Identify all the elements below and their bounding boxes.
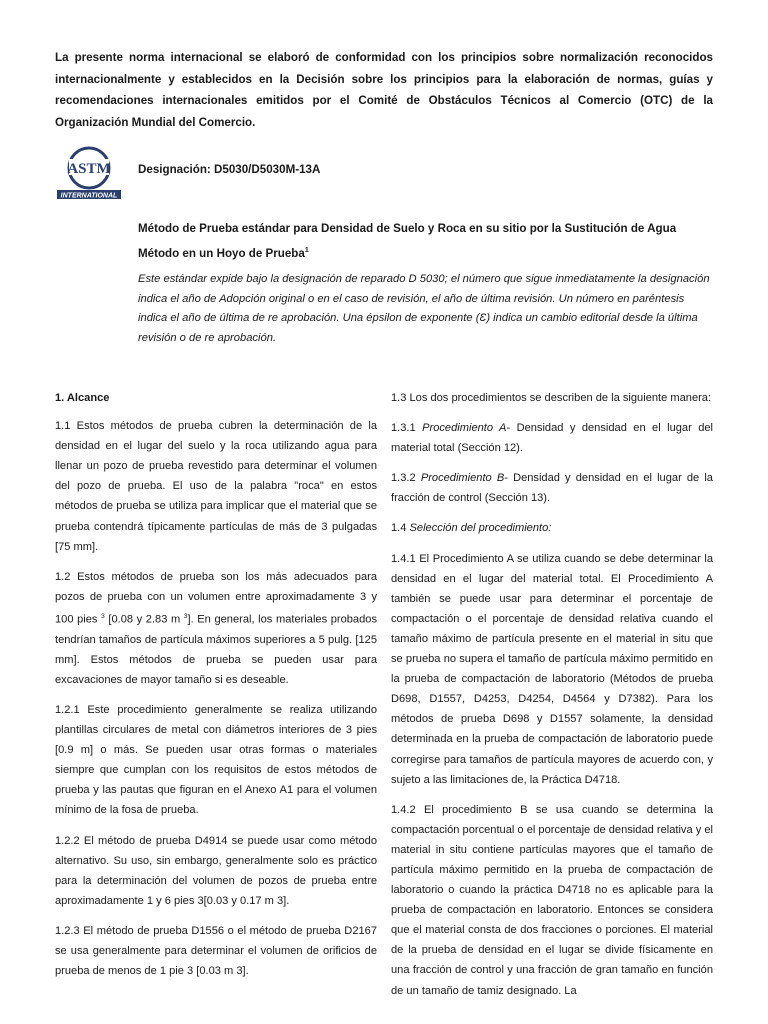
p1-2-part-a: 1.2 Estos métodos de prueba son los más adecuados para pozos de prueba con un volumen entre aproximadamente 3 y 100 pies (55, 570, 377, 626)
paragraph-1-3-1 (391, 418, 713, 458)
p1-3-1-name: Procedimiento A (422, 422, 507, 435)
left-column (55, 388, 377, 991)
logo-text: INTERNATIONAL (60, 192, 118, 200)
p1-3-2-text: - Densidad y densidad en el lugar de la fracción de control (Sección 13). (391, 472, 713, 505)
p1-3-2-name: Procedimiento B (420, 472, 505, 485)
p1-4-number: 1.4 (391, 522, 407, 535)
p1-2-sup-2: 3 (183, 612, 188, 620)
astm-logo-icon (55, 146, 123, 200)
p1-2-sup-1: 3 (101, 612, 105, 620)
svg-text:ASTM: ASTM (67, 161, 111, 177)
paragraph-1-3-2 (391, 468, 713, 508)
paragraph-1-2 (55, 567, 377, 690)
p1-3-1-number: 1.3.1 (391, 422, 416, 435)
paragraph-1-3: 1.3 Los dos procedimientos se describen de la siguiente manera: (391, 392, 712, 404)
p1-3-1-text: - Densidad y densidad en el lugar del material total (Sección 12). (391, 422, 714, 455)
paragraph-1-2-2: 1.2.2 El método de prueba D4914 se puede usar como método alternativo. Su uso, sin embargo, generalmente solo es práctico para la determinación del volumen de pozos de prueba entre aproximadamente 1 y 6 pies 3[0.03 y 0.17 m 3]. (55, 834, 377, 907)
document-title (138, 218, 714, 264)
paragraph-1-1: 1.1 Estos métodos de prueba cubren la determinación de la densidad en el lugar del suelo y la roca utilizando agua para llenar un pozo de prueba revestido para determinar el volumen del pozo de prueba. El uso de la palabra "roca" en estos métodos de prueba se utiliza para implicar que el material que se prueba contendrá típicamente partículas de más de 3 pulgadas [75 mm]. (55, 420, 377, 553)
paragraph-1-4-2: 1.4.2 El procedimiento B se usa cuando se determina la compactación porcentual o el porcentaje de densidad relativa y el material in situ contiene partículas mayores que el tamaño de partícula máximo permitido en la prueba de compactación de laboratorio o cuando la práctica D4718 no es aplicable para la prueba de compactación en laboratorio. Entonces se considera que el material consta de dos fracciones o porciones. El material de la prueba de densidad en el lugar se divide físicamente en una fracción de control y una fracción de gran tamaño en función de un tamaño de tamiz designado. La (391, 803, 713, 997)
p1-2-part-b: [0.08 y 2.83 m (108, 613, 181, 626)
title-footnote: 1 (304, 246, 309, 254)
p1-2-part-c: ]. En general, los materiales probados tendrían tamaños de partícula máximos superiores a 5 pulg. [125 mm]. Estos métodos de prueba se pueden usar para excavaciones de mayor tamaño si es deseable. (55, 613, 377, 686)
p1-4-name: Selección del procedimiento: (409, 522, 552, 535)
astm-logo (55, 146, 123, 200)
intro-paragraph: La presente norma internacional se elaboró de conformidad con los principios sobre normalización reconocidos internacionalmente y establecidos en la Decisión sobre los principios para la elaboración de normas, guías y recomendaciones internacionales emitidos por el Comité de Obstáculos Técnicos al Comercio (OTC) de la Organización Mundial del Comercio. (55, 51, 713, 129)
paragraph-1-2-1: 1.2.1 Este procedimiento generalmente se realiza utilizando plantillas circulares de metal con diámetros interiores de 3 pies [0.9 m] o más. Se pueden usar otras formas o materiales siempre que cumplan con los requisitos de estos métodos de prueba y las pautas que figuran en el Anexo A1 para el volumen mínimo de la fosa de prueba. (55, 704, 377, 817)
designation: Designación: D5030/D5030M-13A (138, 163, 321, 176)
section-heading: 1. Alcance (55, 392, 110, 404)
right-column (391, 388, 713, 1011)
title-text: Método de Prueba estándar para Densidad de Suelo y Roca en su sitio por la Sustitución de Agua Método en un Hoyo de Prueba (138, 222, 677, 260)
p1-3-2-number: 1.3.2 (391, 472, 416, 485)
paragraph-1-4-1: 1.4.1 El Procedimiento A se utiliza cuando se debe determinar la densidad en el lugar del material total. El Procedimiento A también se puede usar para determinar el porcentaje de compactación o el porcentaje de densidad relativa cuando el tamaño máximo de partícula presente en el material in situ que se prueba no supera el tamaño de partícula máximo permitido en la prueba de compactación de laboratorio (Métodos de prueba D698, D1557, D4253, D4254, D4564 y D7382). Para los métodos de prueba D698 y D1557 solamente, la densidad determinada en la prueba de compactación de laboratorio puede corregirse para tamaños de partícula mayores de acuerdo con, y sujeto a las limitaciones de, la Práctica D4718. (391, 552, 713, 786)
paragraph-1-2-3: 1.2.3 El método de prueba D1556 o el método de prueba D2167 se usa generalmente para determinar el volumen de orificios de prueba de menos de 1 pie 3 [0.03 m 3]. (55, 924, 377, 978)
standard-note: Este estándar expide bajo la designación de reparado D 5030; el número que sigue inmediatamente la designación indica el año de Adopción original o en el caso de revisión, el año de última revisión. Un número en paréntesis indica el año de última de re aprobación. Una épsilon de exponente (Ɛ) indica un cambio editorial desde la última revisión o de re aprobación. (138, 273, 710, 344)
paragraph-1-4 (391, 518, 713, 538)
